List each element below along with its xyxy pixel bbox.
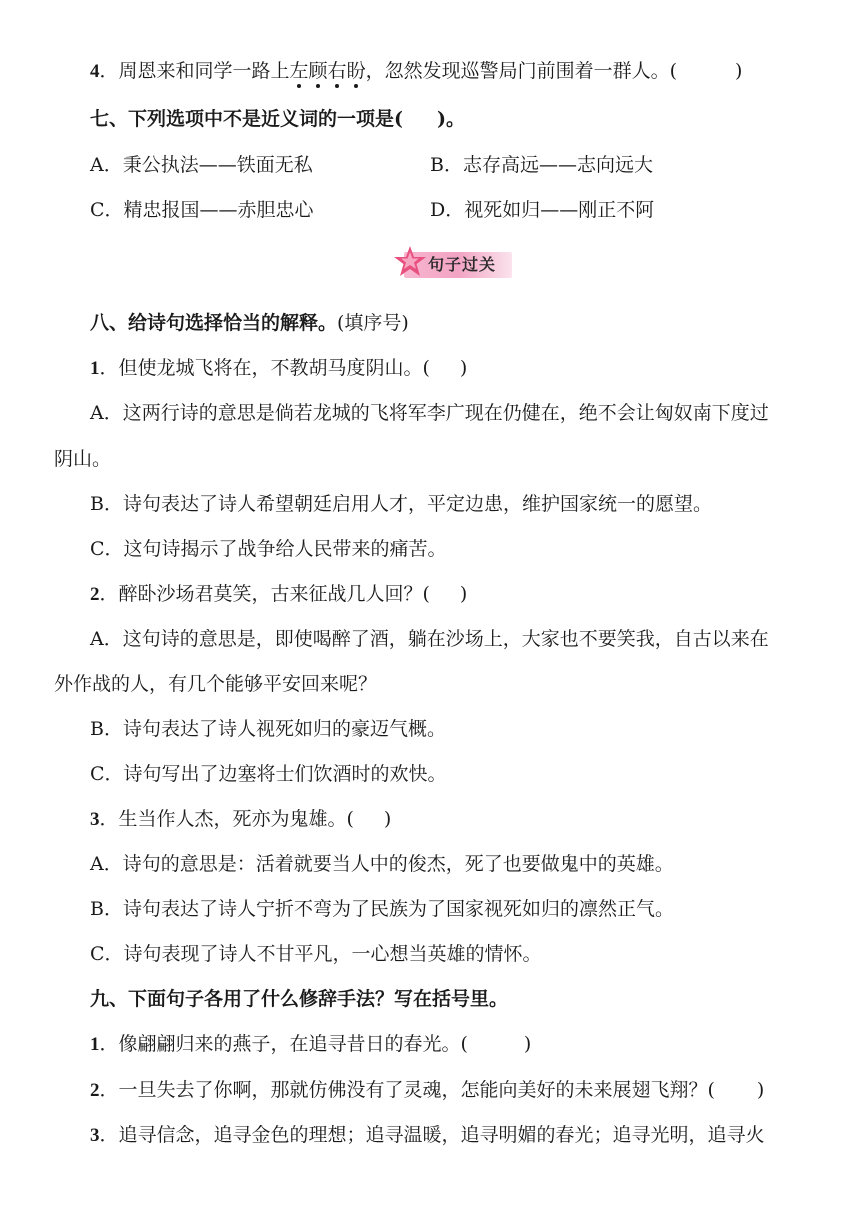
item-text-b: ，忽然发现巡警局门前围着一群人。(: [365, 60, 677, 82]
q8-1-option-a-line-2: 阴山。: [54, 448, 112, 470]
question-9-title: 九、下面句子各用了什么修辞手法？写在括号里。: [90, 988, 509, 1010]
q8-2-option-b: B．诗句表达了诗人视死如归的豪迈气概。: [90, 718, 446, 740]
dotted-char: 左: [289, 60, 309, 82]
option-c: C．精忠报国——赤胆忠心: [90, 199, 314, 221]
paren-close: ): [523, 1033, 532, 1055]
item-text-a: ．周恩来和同学一路上: [99, 60, 290, 82]
item-text: ．生当作人杰，死亦为鬼雄。(: [99, 808, 354, 830]
q8-1-option-b: B．诗句表达了诗人希望朝廷启用人才，平定边患，维护国家统一的愿望。: [90, 493, 712, 515]
q8-1-option-c: C．这句诗揭示了战争给人民带来的痛苦。: [90, 538, 447, 560]
q8-item-3: [0, 806, 860, 833]
q7-options-row-1: [0, 152, 860, 178]
question-8-title: [0, 310, 860, 336]
item-number: 2: [90, 1080, 100, 1101]
option-b: B．志存高远——志向远大: [430, 154, 653, 176]
option-a: A．秉公执法——铁面无私: [90, 154, 313, 176]
q8-3-option-c: C．诗句表现了诗人不甘平凡，一心想当英雄的情怀。: [90, 943, 542, 965]
q8-3-option-a: A．诗句的意思是：活着就要当人中的俊杰，死了也要做鬼中的英雄。: [90, 853, 674, 875]
q9-item-3: [0, 1122, 860, 1149]
item-text: ．醉卧沙场君莫笑，古来征战几人回？(: [99, 583, 430, 605]
item-number: 1: [90, 358, 100, 379]
star-icon: [392, 244, 428, 280]
dotted-char: 盼: [346, 60, 366, 82]
item-text: ．一旦失去了你啊，那就仿佛没有了灵魂，怎能向美好的未来展翅飞翔？(: [99, 1079, 715, 1101]
item-text: ．像翩翩归来的燕子，在追寻昔日的春光。(: [99, 1033, 468, 1055]
q7-options-row-2: [0, 197, 860, 223]
section-banner: [392, 244, 516, 284]
q8-item-2: [0, 581, 860, 608]
paren-close: ): [459, 583, 468, 605]
q8-2-option-a-line-2: 外作战的人，有几个能够平安回来呢？: [54, 673, 378, 695]
paren-close: ): [459, 357, 468, 379]
question-text: 八、给诗句选择恰当的解释。: [90, 312, 338, 334]
question-note: (填序号): [337, 312, 409, 334]
q8-item-1: [0, 355, 860, 382]
item-number: 1: [90, 1034, 100, 1055]
q9-item-1: [0, 1031, 860, 1058]
item-number: 3: [90, 809, 100, 830]
q6-item-4: [0, 58, 860, 85]
dotted-char: 顾: [308, 60, 328, 82]
dotted-char: 右: [327, 60, 347, 82]
q8-2-option-a-line-1: A．这句诗的意思是，即使喝醉了酒，躺在沙场上，大家也不要笑我，自古以来在: [90, 628, 769, 650]
banner-title: 句子过关: [428, 255, 497, 274]
paren-close: )。: [437, 108, 465, 130]
q8-1-option-a-line-1: A．这两行诗的意思是倘若龙城的飞将军李广现在仍健在，绝不会让匈奴南下度过: [90, 402, 769, 424]
item-number: 3: [90, 1125, 100, 1146]
option-d: D．视死如归——刚正不阿: [430, 199, 655, 221]
q8-3-option-b: B．诗句表达了诗人宁折不弯为了民族为了国家视死如归的凛然正气。: [90, 898, 674, 920]
paren-close: ): [383, 808, 392, 830]
item-number: 2: [90, 584, 100, 605]
paren-close: ): [756, 1079, 765, 1101]
paren-close: ): [735, 60, 743, 82]
q9-item-2: [0, 1077, 860, 1104]
item-number: 4: [90, 61, 100, 82]
item-text: ．但使龙城飞将在，不教胡马度阴山。(: [99, 357, 430, 379]
q8-2-option-c: C．诗句写出了边塞将士们饮酒时的欢快。: [90, 763, 447, 785]
question-7-title: [0, 106, 860, 132]
item-text: ．追寻信念，追寻金色的理想；追寻温暖，追寻明媚的春光；追寻光明，追寻火: [99, 1124, 765, 1146]
question-text: 七、下列选项中不是近义词的一项是(: [90, 108, 403, 130]
